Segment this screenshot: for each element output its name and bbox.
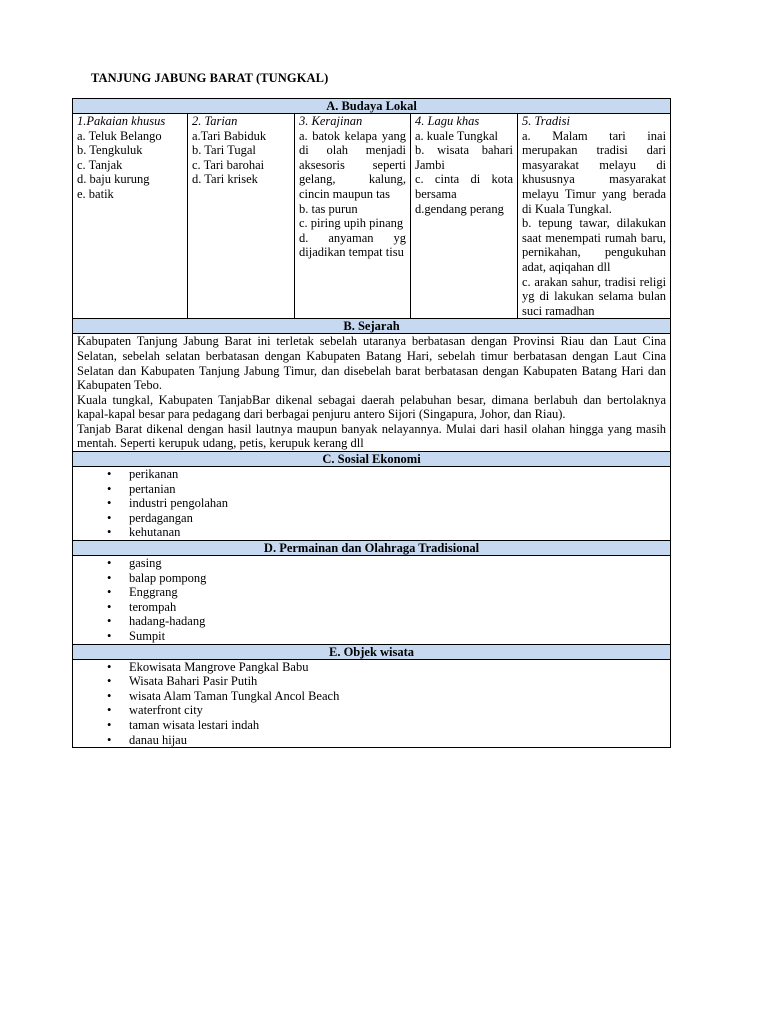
sejarah-paragraph: Tanjab Barat dikenal dengan hasil lautnya maupun banyak nelayannya. Mulai dari hasil olahan hingga yang masih mentah. Seperti kerupuk udang, petis, kerupuk kerang dll [77, 421, 667, 451]
list-item: e. batik [77, 186, 114, 201]
budaya-lokal-heading: A. Budaya Lokal [73, 99, 671, 114]
list-item: • kehutanan [129, 525, 666, 540]
list-item: • danau hijau [129, 733, 666, 748]
section-header-row [73, 319, 671, 334]
pakaian-khusus-title: 1.Pakaian khusus [77, 114, 166, 128]
list-item: • perdagangan [129, 511, 666, 526]
section-header-row [73, 541, 671, 556]
tradisi-title: 5. Tradisi [522, 114, 570, 128]
sejarah-cell [73, 334, 671, 452]
list-item: a. Teluk Belango [77, 128, 162, 143]
sejarah-row [73, 334, 671, 452]
sosial-ekonomi-heading: C. Sosial Ekonomi [73, 452, 671, 467]
objek-wisata-cell [73, 659, 671, 748]
sejarah-heading: B. Sejarah [73, 319, 671, 334]
section-header-row [73, 99, 671, 114]
list-item: a. batok kelapa yang di olah menjadi aksesoris seperti gelang, kalung, cincin maupun tas [299, 128, 406, 201]
list-item: • waterfront city [129, 703, 666, 718]
list-item: a. Malam tari inai merupakan tradisi dari masyarakat melayu di khususnya masyarakat melayu Timur yang berada di Kuala Tungkal. [522, 128, 667, 216]
list-item: • hadang-hadang [129, 614, 666, 629]
list-item: • Wisata Bahari Pasir Putih [129, 674, 666, 689]
objek-wisata-row [73, 659, 671, 748]
list-item: • taman wisata lestari indah [129, 718, 666, 733]
tarian-title: 2. Tarian [192, 114, 238, 128]
section-header-row [73, 452, 671, 467]
list-item: • industri pengolahan [129, 496, 666, 511]
sosial-ekonomi-cell [73, 467, 671, 541]
list-item: • perikanan [129, 467, 666, 482]
list-item: b. Tari Tugal [192, 143, 256, 158]
list-item: a. kuale Tungkal [415, 128, 498, 143]
list-item: d. anyaman yg dijadikan tempat tisu [299, 230, 406, 260]
sosial-ekonomi-list [77, 467, 666, 540]
list-item: c. Tari barohai [192, 157, 265, 172]
list-item: • Ekowisata Mangrove Pangkal Babu [129, 660, 666, 675]
list-item: c. Tanjak [77, 157, 123, 172]
lagu-khas-title: 4. Lagu khas [415, 114, 480, 128]
kerajinan-cell [295, 114, 411, 319]
list-item: b. Tengkuluk [77, 143, 143, 158]
list-item: • wisata Alam Taman Tungkal Ancol Beach [129, 689, 666, 704]
lagu-khas-cell [411, 114, 518, 319]
permainan-row [73, 556, 671, 645]
tarian-cell [188, 114, 295, 319]
sejarah-paragraph: Kuala tungkal, Kabupaten TanjabBar dikenal sebagai daerah pelabuhan besar, dimana berlabuh dan bertolaknya kapal-kapal besar para pedagang dari berbagai penjuru antero Sijori (Singapura, Johor, dan Riau). [77, 392, 667, 422]
document-title: TANJUNG JABUNG BARAT (TUNGKAL) [91, 71, 329, 85]
list-item: • balap pompong [129, 571, 666, 586]
list-item: d.gendang perang [415, 201, 504, 216]
objek-wisata-heading: E. Objek wisata [73, 644, 671, 659]
list-item: b. wisata bahari Jambi [415, 143, 513, 172]
pakaian-khusus-cell [73, 114, 188, 319]
section-header-row [73, 644, 671, 659]
list-item: a.Tari Babiduk [192, 128, 267, 143]
list-item: c. piring upih pinang [299, 216, 404, 231]
list-item: c. cinta di kota bersama [415, 172, 513, 201]
list-item: d. baju kurung [77, 172, 150, 187]
tradisi-cell [518, 114, 671, 319]
list-item: • Enggrang [129, 585, 666, 600]
list-item: c. arakan sahur, tradisi religi yg di lakukan selama bulan suci ramadhan [522, 274, 667, 318]
sejarah-paragraph: Kabupaten Tanjung Jabung Barat ini terletak sebelah utaranya berbatasan dengan Provinsi Riau dan Laut Cina Selatan, sebelah selatan berbatasan dengan Kabupaten Batang Hari, sebelah timur berbatasan dengan Laut Cina Selatan dan Kabupaten Tanjung Jabung Timur, dan disebelah barat berbatasan dengan Kabupaten Batang Hari dan Kabupaten Tebo. [77, 334, 667, 393]
list-item: • pertanian [129, 482, 666, 497]
objek-wisata-list [77, 660, 666, 748]
list-item: • gasing [129, 556, 666, 571]
sosial-ekonomi-row [73, 467, 671, 541]
permainan-list [77, 556, 666, 644]
permainan-heading: D. Permainan dan Olahraga Tradisional [73, 541, 671, 556]
list-item: • Sumpit [129, 629, 666, 644]
list-item: b. tas purun [299, 201, 358, 216]
permainan-cell [73, 556, 671, 645]
culture-table [72, 98, 671, 748]
list-item: d. Tari krisek [192, 172, 258, 187]
list-item: • terompah [129, 600, 666, 615]
kerajinan-title: 3. Kerajinan [299, 114, 363, 128]
budaya-lokal-row [73, 114, 671, 319]
list-item: b. tepung tawar, dilakukan saat menempati rumah baru, pernikahan, pengukuhan adat, aqiqahan dll [522, 216, 667, 274]
